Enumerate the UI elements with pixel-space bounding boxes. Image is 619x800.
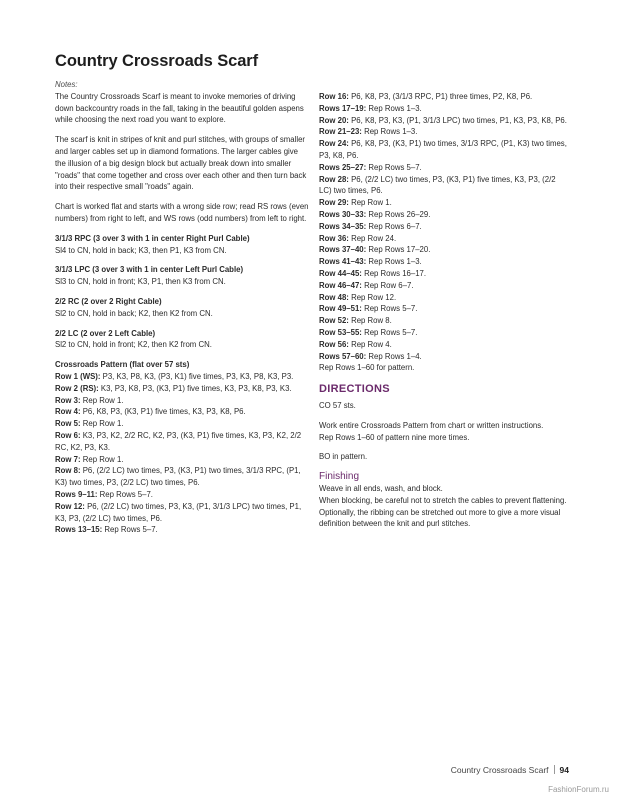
pattern-row <box>55 501 310 525</box>
row-label: Row 8: <box>55 466 81 476</box>
row-instruction: Rep Rows 16–17. <box>361 268 427 278</box>
row-instruction: Rep Rows 17–20. <box>366 245 431 255</box>
pattern-row <box>55 383 310 395</box>
pattern-row <box>319 339 569 351</box>
pattern-row <box>319 162 569 174</box>
footer-divider <box>554 765 555 774</box>
row-instruction: Rep Row 8. <box>348 316 392 326</box>
pattern-row <box>319 138 569 162</box>
row-instruction: P6, K8, P3, (3/1/3 RPC, P1) three times, P2, K8, P6. <box>348 92 533 101</box>
stitch-name: 3/1/3 LPC (3 over 3 with 1 in center Left Purl Cable) <box>55 265 244 275</box>
row-instruction: Rep Rows 5–7. <box>361 304 418 314</box>
directions-paragraph: BO in pattern. <box>319 452 368 462</box>
directions-heading: DIRECTIONS <box>319 383 390 396</box>
row-instruction: Rep Rows 1–3. <box>361 127 418 137</box>
pattern-row <box>55 454 310 466</box>
notes-label: Notes: <box>55 80 78 89</box>
row-instruction: Rep Rows 5–7. <box>97 489 153 499</box>
pattern-row <box>319 91 569 103</box>
row-instruction: Rep Row 1. <box>80 419 124 429</box>
row-instruction: Rep Rows 6–7. <box>366 221 422 231</box>
row-label: Row 5: <box>55 419 81 429</box>
finishing-heading: Finishing <box>319 471 360 483</box>
row-label: Row 1 (WS): <box>55 371 101 381</box>
finishing-text: Weave in all ends, wash, and block. When blocking, be careful not to stretch the cables to prevent flattening. Optionally, the ribbing can be stretched out more to give a more visual definition between the knit and purl stitches. <box>319 483 567 529</box>
pattern-row <box>55 524 310 536</box>
row-label: Row 46–47: <box>319 280 362 290</box>
row-instruction: P6, K8, P3, (K3, P1) five times, K3, P3, K8, P6. <box>80 407 246 417</box>
notes-paragraph-1: The Country Crossroads Scarf is meant to invoke memories of driving down backcountry roads in the fall, taking in the beautiful golden aspens while choosing the next road you want to explore. <box>55 91 304 125</box>
row-label: Row 6: <box>55 430 81 440</box>
pattern-row <box>319 362 569 374</box>
pattern-row <box>319 280 569 292</box>
page-footer <box>451 765 569 775</box>
stitch-description: Sl3 to CN, hold in front; K3, P1, then K3 from CN. <box>55 277 226 287</box>
row-label: Row 16: <box>319 92 349 101</box>
pattern-row <box>319 221 569 233</box>
row-label: Row 28: <box>319 174 349 184</box>
pattern-row <box>55 406 310 418</box>
row-instruction: Rep Rows 5–7. <box>102 525 158 535</box>
stitch-name: 3/1/3 RPC (3 over 3 with 1 in center Right Purl Cable) <box>55 233 250 243</box>
row-instruction: P6, K8, P3, K3, (P1, 3/1/3 LPC) two times, P1, K3, P3, K8, P6. <box>348 115 567 125</box>
stitch-definition <box>55 233 310 257</box>
row-instruction: Rep Row 1. <box>80 454 124 464</box>
pattern-row <box>55 465 310 489</box>
row-instruction: Rep Row 1. <box>348 198 392 208</box>
pattern-row <box>319 174 569 198</box>
pattern-row <box>319 126 569 138</box>
pattern-row <box>319 197 569 209</box>
stitch-name: 2/2 LC (2 over 2 Left Cable) <box>55 328 156 338</box>
row-label: Row 53–55: <box>319 327 362 337</box>
pattern-row <box>55 371 310 383</box>
row-label: Row 21–23: <box>319 127 362 137</box>
row-instruction: Rep Rows 1–3. <box>366 103 422 113</box>
row-label: Rows 37–40: <box>319 245 367 255</box>
stitch-definition <box>55 328 310 352</box>
pattern-row <box>319 233 569 245</box>
row-label: Rows 13–15: <box>55 525 103 535</box>
row-instruction: Rep Rows 1–60 for pattern. <box>319 363 415 373</box>
pattern-row <box>319 244 569 256</box>
pattern-row <box>319 315 569 327</box>
pattern-title: Crossroads Pattern (flat over 57 sts) <box>55 360 190 370</box>
pattern-row <box>319 115 569 127</box>
stitch-description: Sl4 to CN, hold in back; K3, then P1, K3 from CN. <box>55 245 227 255</box>
row-label: Row 52: <box>319 316 349 326</box>
row-label: Rows 25–27: <box>319 162 367 172</box>
row-instruction: P6, K8, P3, (K3, P1) two times, 3/1/3 RPC, (P1, K3) two times, P3, K8, P6. <box>319 139 567 160</box>
pattern-row <box>319 256 569 268</box>
row-label: Row 48: <box>319 292 349 302</box>
row-label: Rows 17–19: <box>319 103 367 113</box>
row-label: Rows 34–35: <box>319 221 367 231</box>
pattern-row <box>319 209 569 221</box>
footer-title: Country Crossroads Scarf <box>450 765 549 775</box>
directions-paragraph: Work entire Crossroads Pattern from chart or written instructions. Rep Rows 1–60 of pattern nine more times. <box>319 420 544 442</box>
right-column <box>319 91 569 530</box>
directions-paragraph: CO 57 sts. <box>319 400 356 410</box>
row-instruction: Rep Rows 5–7. <box>366 162 422 172</box>
row-instruction: P3, K3, P8, K3, (P3, K1) five times, P3, K3, P8, K3, P3. <box>100 371 294 381</box>
page-title: Country Crossroads Scarf <box>55 52 258 70</box>
row-label: Row 12: <box>55 501 85 511</box>
pattern-row <box>319 303 569 315</box>
row-instruction: Rep Row 24. <box>348 233 397 243</box>
stitch-name: 2/2 RC (2 over 2 Right Cable) <box>55 296 162 306</box>
stitch-description: Sl2 to CN, hold in back; K2, then K2 from CN. <box>55 308 213 318</box>
pattern-row <box>319 327 569 339</box>
row-instruction: P6, (2/2 LC) two times, P3, (K3, P1) five times, K3, P3, (2/2 LC) two times, P6. <box>319 174 556 196</box>
pattern-row <box>55 430 310 454</box>
row-instruction: Rep Rows 26–29. <box>366 209 431 219</box>
pattern-row <box>319 292 569 304</box>
pattern-row <box>319 103 569 115</box>
row-label: Row 4: <box>55 407 81 417</box>
left-column <box>55 79 310 536</box>
row-instruction: Rep Row 12. <box>348 292 397 302</box>
row-label: Rows 9–11: <box>55 489 98 499</box>
notes-paragraph-2: The scarf is knit in stripes of knit and purl stitches, with groups of smaller and larger cables set up in diamond formations. The larger cables give the illusion of a big design block but actually break down into smaller "roads" that come together and cross over each other and then turn back into their respective small "roads" again. <box>55 135 307 192</box>
stitch-definition <box>55 296 310 320</box>
pattern-row <box>55 489 310 501</box>
row-label: Row 3: <box>55 395 81 405</box>
row-label: Row 44–45: <box>319 268 362 278</box>
stitch-description: Sl2 to CN, hold in front; K2, then K2 from CN. <box>55 340 212 350</box>
notes-paragraph-3: Chart is worked flat and starts with a wrong side row; read RS rows (even numbers) from right to left, and WS rows (odd numbers) from left to right. <box>55 202 309 223</box>
row-label: Row 29: <box>319 198 349 208</box>
pattern-row <box>55 395 310 407</box>
row-label: Row 24: <box>319 139 349 149</box>
row-label: Rows 41–43: <box>319 257 367 267</box>
row-instruction: K3, P3, K8, P3, (K3, P1) five times, K3, P3, K8, P3, K3. <box>98 383 292 393</box>
page-number: 94 <box>559 765 569 775</box>
row-label: Row 7: <box>55 454 81 464</box>
pattern-row <box>319 351 569 363</box>
row-label: Row 20: <box>319 115 349 125</box>
watermark: FashionForum.ru <box>548 785 609 794</box>
pattern-row <box>319 268 569 280</box>
row-instruction: P6, (2/2 LC) two times, P3, (K3, P1) two times, 3/1/3 RPC, (P1, K3) two times, P3, (2/2 LC) two times, P6. <box>55 466 301 488</box>
pattern-row <box>55 418 310 430</box>
row-label: Row 49–51: <box>319 304 362 314</box>
row-instruction: Rep Rows 1–3. <box>366 257 422 267</box>
stitch-definition <box>55 264 310 288</box>
row-label: Row 56: <box>319 339 349 349</box>
row-instruction: Rep Row 4. <box>348 339 392 349</box>
row-instruction: K3, P3, K2, 2/2 RC, K2, P3, (K3, P1) five times, K3, P3, K2, 2/2 RC, K2, P3, K3. <box>55 430 302 452</box>
row-instruction: P6, (2/2 LC) two times, P3, K3, (P1, 3/1/3 LPC) two times, P1, K3, P3, (2/2 LC) two times, P6. <box>55 501 302 523</box>
row-instruction: Rep Rows 1–4. <box>366 351 422 361</box>
row-label: Rows 57–60: <box>319 351 367 361</box>
row-label: Row 2 (RS): <box>55 383 99 393</box>
row-label: Rows 30–33: <box>319 209 367 219</box>
row-instruction: Rep Row 1. <box>80 395 124 405</box>
pattern-rows-left <box>55 371 310 536</box>
row-instruction: Rep Rows 5–7. <box>361 327 418 337</box>
row-label: Row 36: <box>319 233 349 243</box>
row-instruction: Rep Row 6–7. <box>361 280 414 290</box>
pattern-rows-right <box>319 91 569 374</box>
